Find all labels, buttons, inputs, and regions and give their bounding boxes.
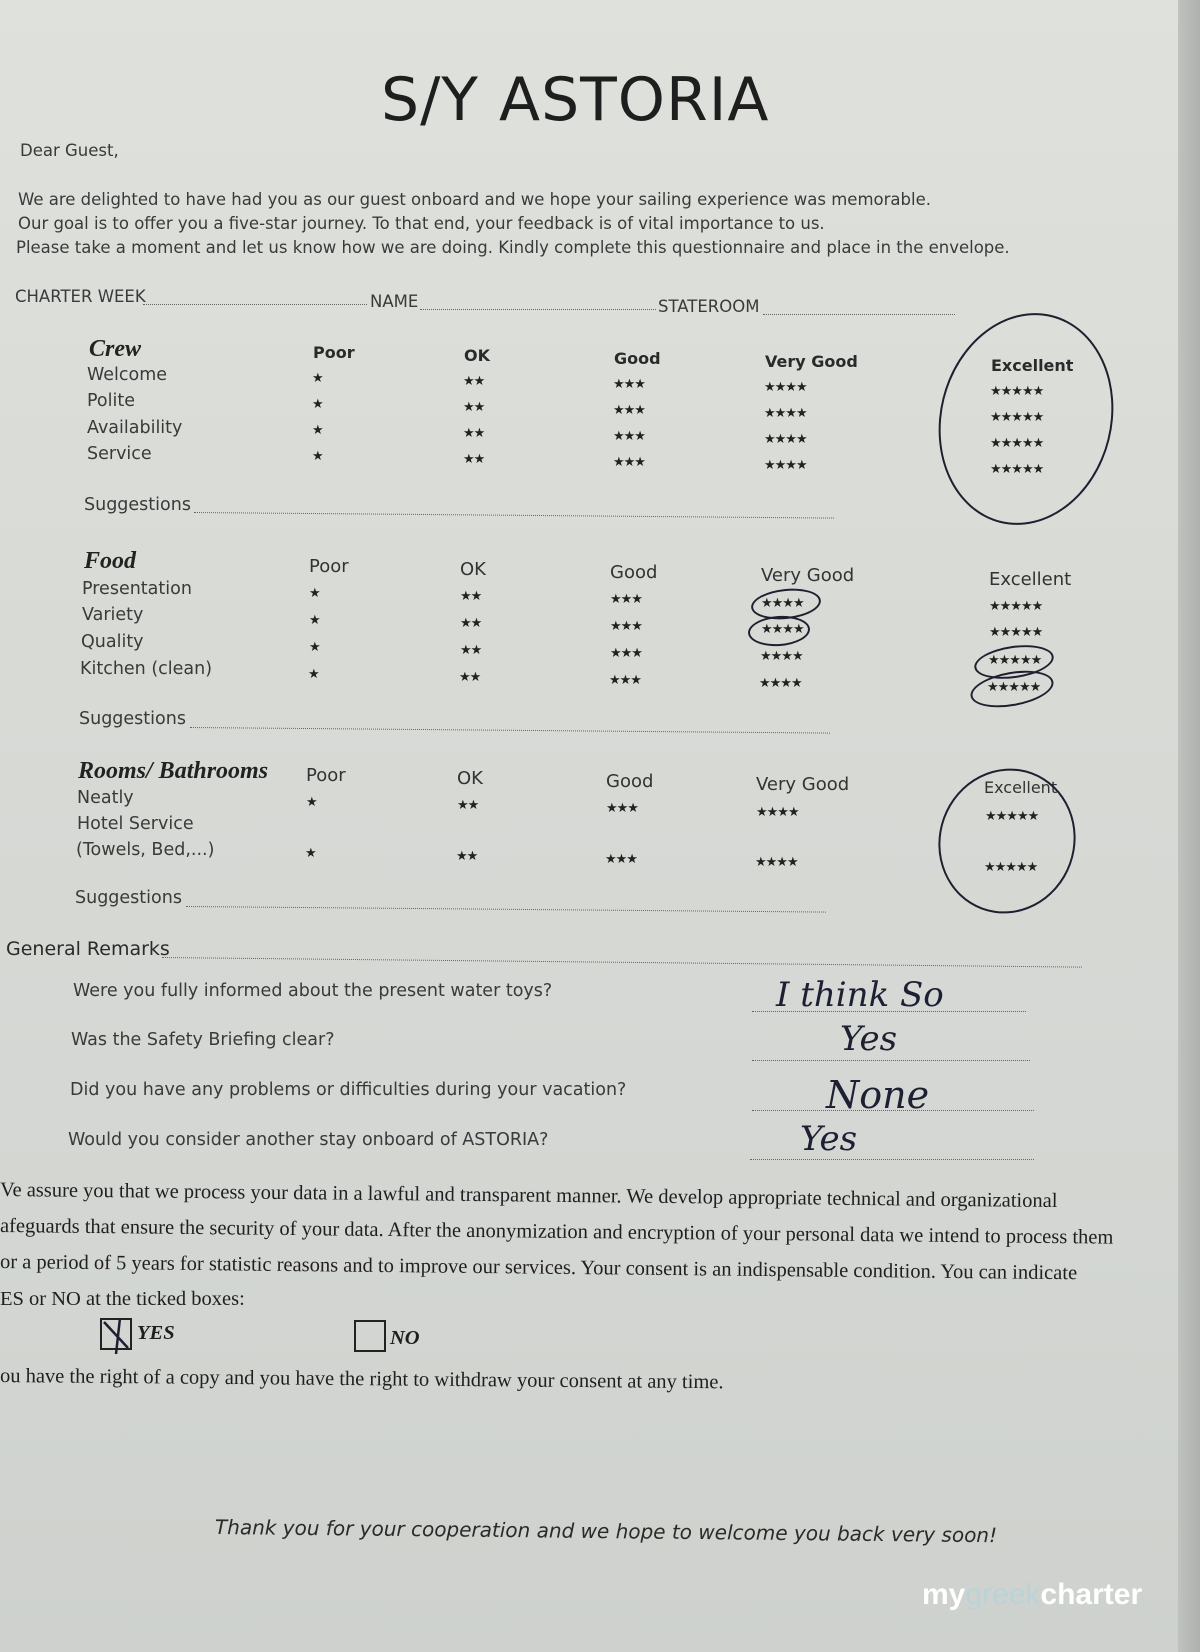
rooms-excellent-hand-circle [918,749,1096,933]
food-kitchen-poor[interactable]: ★ [308,667,319,682]
food-presentation-very-good[interactable]: ★★★★ [761,596,804,611]
answer-safety-briefing: Yes [840,1019,898,1059]
rooms-hotel-service-excellent[interactable]: ★★★★★ [984,860,1038,875]
crew-welcome-ok[interactable]: ★★ [463,374,485,389]
food-kitchen-ok[interactable]: ★★ [459,670,481,685]
question-another-stay: Would you consider another stay onboard of ASTORIA? [68,1130,549,1150]
crew-availability-poor[interactable]: ★ [312,423,323,438]
food-quality-ok[interactable]: ★★ [460,643,482,658]
food-kitchen-good[interactable]: ★★★ [609,673,641,688]
crew-service-poor[interactable]: ★ [312,449,323,464]
crew-welcome-very-good[interactable]: ★★★★ [764,380,807,395]
question-problems: Did you have any problems or difficulties during your vacation? [70,1080,627,1100]
food-variety-hand-circle [747,614,811,648]
food-quality-very-good[interactable]: ★★★★ [760,649,803,664]
food-item-kitchen: Kitchen (clean) [80,659,213,679]
crew-service-good[interactable]: ★★★ [613,455,645,470]
crew-availability-good[interactable]: ★★★ [613,429,645,444]
yes-checkbox[interactable] [100,1318,132,1350]
food-suggestions-field[interactable] [190,727,830,734]
answer-problems-line[interactable] [752,1110,1034,1111]
crew-polite-poor[interactable]: ★ [312,397,323,412]
crew-service-ok[interactable]: ★★ [463,452,485,467]
food-quality-poor[interactable]: ★ [309,640,320,655]
food-quality-excellent[interactable]: ★★★★★ [988,653,1042,668]
rooms-col-very-good: Very Good [756,774,850,795]
intro-line-3: Please take a moment and let us know how we are doing. Kindly complete this questionnaire and place in the envelope. [16,238,1010,257]
food-col-poor: Poor [309,556,349,577]
crew-suggestions-field[interactable] [194,512,834,519]
stateroom-label: STATEROOM [658,297,760,316]
crew-service-excellent[interactable]: ★★★★★ [990,462,1044,477]
crew-suggestions-label: Suggestions [84,495,191,515]
food-item-presentation: Presentation [82,579,192,599]
charter-week-field[interactable] [143,304,367,305]
food-col-excellent: Excellent [989,569,1072,590]
crew-col-excellent: Excellent [991,356,1074,375]
rooms-heading: Rooms/ Bathrooms [78,758,269,784]
answer-problems: None [826,1073,930,1117]
food-col-ok: OK [460,559,486,580]
form-title: S/Y ASTORIA [381,65,770,135]
crew-welcome-poor[interactable]: ★ [312,371,323,386]
crew-polite-very-good[interactable]: ★★★★ [764,406,807,421]
paper-edge-shadow [1178,0,1200,1652]
rooms-hotel-service-poor[interactable]: ★ [305,846,316,861]
food-variety-very-good[interactable]: ★★★★ [761,622,804,637]
crew-polite-ok[interactable]: ★★ [463,400,485,415]
hand-checkmark-icon [102,1320,130,1348]
crew-heading: Crew [89,336,142,362]
general-remarks-label: General Remarks [6,938,170,960]
stateroom-field[interactable] [763,314,955,315]
food-presentation-poor[interactable]: ★ [309,586,320,601]
general-remarks-field[interactable] [162,957,1082,968]
food-col-good: Good [610,562,658,583]
food-heading: Food [84,548,137,574]
rooms-hotel-service-good[interactable]: ★★★ [605,852,637,867]
no-checkbox[interactable] [354,1320,386,1352]
crew-col-good: Good [614,349,661,368]
crew-service-very-good[interactable]: ★★★★ [764,458,807,473]
rooms-hotel-service-very-good[interactable]: ★★★★ [755,855,798,870]
consent-line-1: Ve assure you that we process your data in a lawful and transparent manner. We develop appropriate technical and organizational [0,1179,1058,1213]
rooms-suggestions-field[interactable] [186,906,826,913]
rooms-neatly-ok[interactable]: ★★ [457,798,479,813]
name-label: NAME [370,292,419,311]
crew-col-poor: Poor [313,343,355,362]
mygreekcharter-watermark-logo: mygreekcharter [922,1578,1143,1611]
rooms-item-hotel-service: Hotel Service [77,814,194,834]
food-suggestions-label: Suggestions [79,709,186,729]
rooms-col-poor: Poor [306,765,346,786]
crew-item-polite: Polite [87,391,135,411]
crew-availability-excellent[interactable]: ★★★★★ [990,436,1044,451]
footer-thank-you: Thank you for your cooperation and we hope to welcome you back very soon! [214,1515,998,1548]
crew-availability-ok[interactable]: ★★ [463,426,485,441]
yes-label: YES [137,1322,175,1344]
rooms-neatly-very-good[interactable]: ★★★★ [756,805,799,820]
rooms-neatly-good[interactable]: ★★★ [606,801,638,816]
crew-item-availability: Availability [87,418,183,438]
answer-another-stay-line[interactable] [750,1159,1034,1160]
crew-col-very-good: Very Good [765,352,858,371]
answer-water-toys: I think So [776,975,944,1015]
food-presentation-good[interactable]: ★★★ [610,592,642,607]
rooms-col-good: Good [606,771,654,792]
charter-week-label: CHARTER WEEK [15,287,146,306]
consent-line-3: or a period of 5 years for statistic reasons and to improve our services. Your consent is an indispensable condition. You can indicate [0,1251,1078,1285]
crew-polite-excellent[interactable]: ★★★★★ [990,410,1044,425]
rooms-item-towels-bed: (Towels, Bed,...) [76,840,215,860]
food-kitchen-excellent[interactable]: ★★★★★ [987,680,1041,695]
crew-item-welcome: Welcome [87,365,168,385]
answer-safety-briefing-line[interactable] [752,1060,1030,1061]
food-variety-excellent[interactable]: ★★★★★ [989,625,1043,640]
food-variety-poor[interactable]: ★ [309,613,320,628]
answer-another-stay: Yes [800,1119,858,1159]
food-item-variety: Variety [82,605,144,625]
rooms-col-excellent: Excellent [984,778,1058,797]
crew-item-service: Service [87,444,152,464]
answer-water-toys-line[interactable] [752,1011,1026,1012]
consent-line-2: afeguards that ensure the security of your data. After the anonymization and encryption of your personal data we intend to process them [0,1215,1114,1249]
rooms-neatly-poor[interactable]: ★ [306,795,317,810]
crew-polite-good[interactable]: ★★★ [613,403,645,418]
no-label: NO [390,1327,420,1349]
food-presentation-excellent[interactable]: ★★★★★ [989,599,1043,614]
crew-excellent-hand-circle [917,294,1136,543]
rooms-col-ok: OK [457,768,483,789]
intro-line-1: We are delighted to have had you as our guest onboard and we hope your sailing experience was memorable. [18,190,931,209]
rooms-hotel-service-ok[interactable]: ★★ [456,849,478,864]
question-safety-briefing: Was the Safety Briefing clear? [71,1030,335,1050]
rooms-suggestions-label: Suggestions [75,888,182,908]
food-variety-ok[interactable]: ★★ [460,616,482,631]
food-col-very-good: Very Good [761,565,855,586]
crew-welcome-excellent[interactable]: ★★★★★ [990,384,1044,399]
rooms-item-neatly: Neatly [77,788,134,808]
rights-text: ou have the right of a copy and you have the right to withdraw your consent at any time. [0,1365,724,1394]
consent-line-4: ES or NO at the ticked boxes: [0,1288,245,1310]
food-item-quality: Quality [81,632,144,652]
food-variety-good[interactable]: ★★★ [610,619,642,634]
rooms-neatly-excellent[interactable]: ★★★★★ [985,809,1039,824]
food-presentation-ok[interactable]: ★★ [460,589,482,604]
food-kitchen-very-good[interactable]: ★★★★ [759,676,802,691]
crew-col-ok: OK [464,346,490,365]
intro-line-2: Our goal is to offer you a five-star journey. To that end, your feedback is of vital importance to us. [18,214,825,233]
crew-welcome-good[interactable]: ★★★ [613,377,645,392]
food-quality-good[interactable]: ★★★ [610,646,642,661]
name-field[interactable] [420,309,656,310]
question-water-toys: Were you fully informed about the present water toys? [73,981,553,1001]
crew-availability-very-good[interactable]: ★★★★ [764,432,807,447]
greeting: Dear Guest, [20,141,119,160]
